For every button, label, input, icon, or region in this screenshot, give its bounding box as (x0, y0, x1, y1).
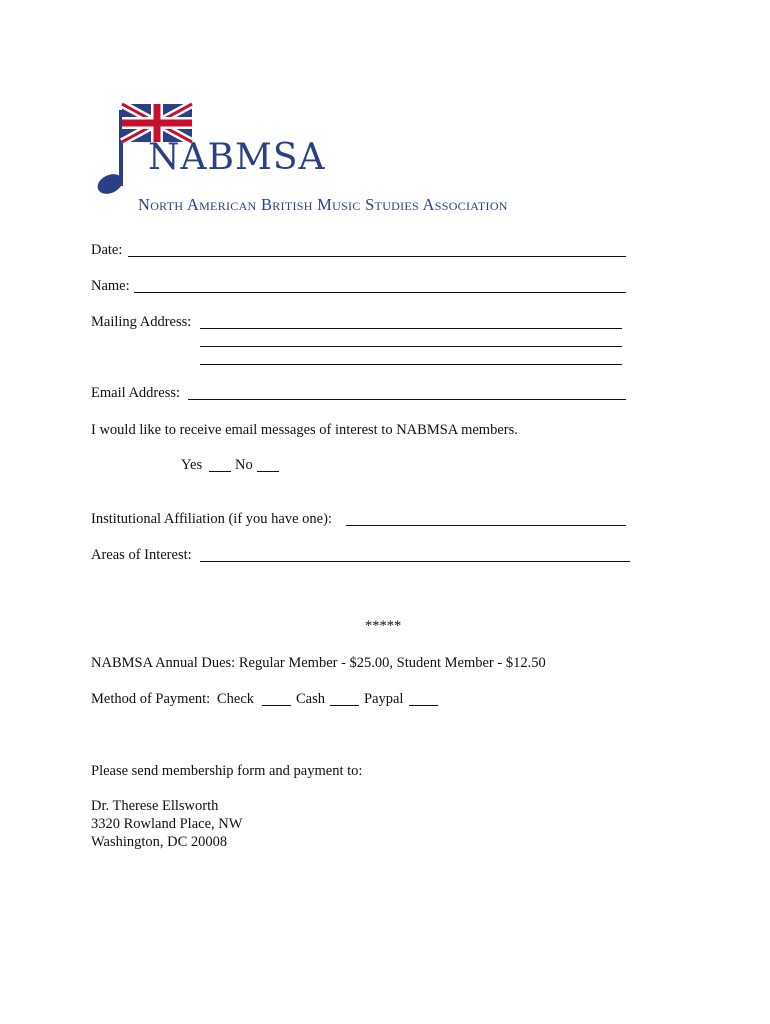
date-label: Date: (91, 242, 123, 258)
payment-option-paypal: Paypal (364, 691, 404, 707)
payment-cash-blank[interactable] (330, 705, 359, 706)
email-optin-text: I would like to receive email messages of interest to NABMSA members. (91, 422, 518, 438)
interests-label: Areas of Interest: (91, 547, 192, 563)
logo-subtitle: North American British Music Studies Association (138, 195, 508, 214)
address-line-street: 3320 Rowland Place, NW (91, 816, 243, 832)
affiliation-label: Institutional Affiliation (if you have one): (91, 511, 332, 527)
address-line-name: Dr. Therese Ellsworth (91, 798, 219, 814)
payment-option-check: Check (217, 691, 255, 707)
mailing-address-label: Mailing Address: (91, 314, 192, 330)
affiliation-field[interactable] (346, 525, 626, 526)
mailing-address-line-3[interactable] (200, 364, 622, 365)
name-field[interactable] (134, 292, 626, 293)
payment-method-label: Method of Payment: (91, 691, 211, 707)
email-address-field[interactable] (188, 399, 626, 400)
payment-option-cash: Cash (296, 691, 325, 707)
interests-field[interactable] (200, 561, 630, 562)
optin-no-label: No (235, 457, 253, 473)
mailing-address-line-2[interactable] (200, 346, 622, 347)
optin-yes-blank[interactable] (209, 471, 231, 472)
annual-dues-text: NABMSA Annual Dues: Regular Member - $25.00, Student Member - $12.50 (91, 655, 546, 671)
email-address-label: Email Address: (91, 385, 181, 401)
name-label: Name: (91, 278, 130, 294)
mailing-address-line-1[interactable] (200, 328, 622, 329)
logo-title: NABMSA (148, 137, 326, 178)
optin-yes-label: Yes (181, 457, 203, 473)
send-instruction: Please send membership form and payment to: (91, 763, 363, 779)
payment-paypal-blank[interactable] (409, 705, 438, 706)
section-divider: ***** (365, 618, 402, 634)
address-line-city: Washington, DC 20008 (91, 834, 228, 850)
payment-check-blank[interactable] (262, 705, 291, 706)
optin-no-blank[interactable] (257, 471, 279, 472)
date-field[interactable] (128, 256, 626, 257)
